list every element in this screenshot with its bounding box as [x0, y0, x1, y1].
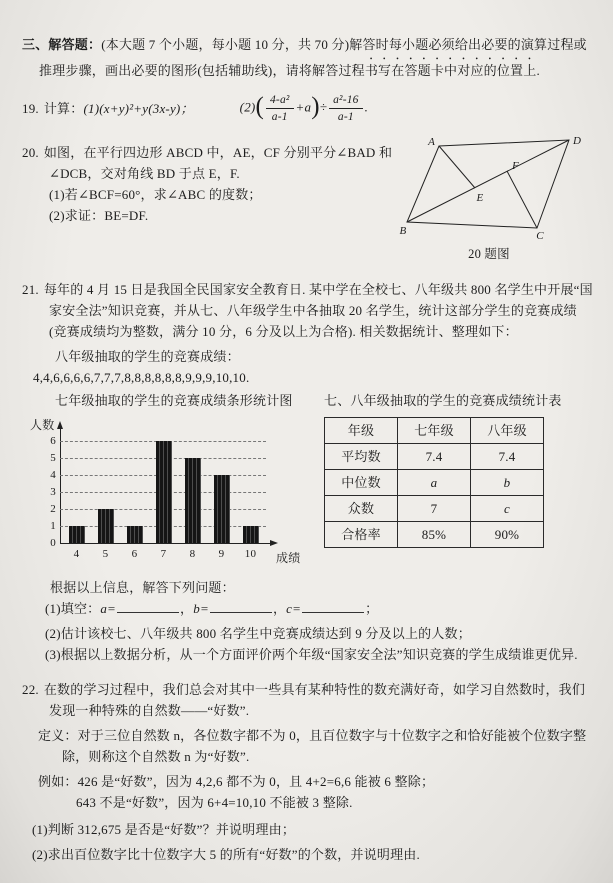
question-19 — [22, 93, 593, 124]
question-21-questions-intro: 根据以上信息，解答下列问题： — [50, 580, 235, 595]
fraction-2-denominator: a-1 — [337, 111, 354, 123]
fill-b-label: b= — [193, 601, 209, 616]
question-20 — [22, 136, 593, 265]
plus-a-term: +a — [295, 99, 312, 115]
fill-sep2: ， — [272, 601, 287, 616]
question-22-body: 在数的学习过程中，我们总会对其中一些具有某种特性的数充满好奇，如学习自然数时，我们发现一种特殊的自然数——“好数”. — [43, 682, 586, 718]
header-grade7: 七年级 — [398, 418, 471, 444]
question-21-number: 21. — [22, 282, 39, 297]
question-20-body: 如图，在平行四边形 ABCD 中，AE，CF 分别平分∠BAD 和∠DCB，交对角线 BD 于点 E，F. — [43, 145, 393, 181]
y-tick-label: 6 — [50, 435, 56, 447]
stats-table-title: 七、八年级抽取的学生的竞赛成绩统计表 — [324, 393, 562, 408]
header-grade8: 八年级 — [471, 418, 544, 444]
bar-chart-title: 七年级抽取的学生的竞赛成绩条形统计图 — [55, 393, 293, 408]
vertex-label-D: D — [572, 136, 581, 147]
question-21-statement — [22, 279, 593, 342]
diagonal-BD — [407, 140, 569, 222]
question-21-item2: (2)估计该校七、八年级共 800 名学生中竞赛成绩达到 9 分及以上的人数； — [45, 626, 471, 641]
median-grade8: b — [471, 470, 544, 496]
y-tick-label: 0 — [50, 537, 56, 549]
grade8-scores-list: 4,4,6,6,6,6,7,7,7,8,8,8,8,8,8,9,9,9,10,10. — [33, 370, 250, 385]
chart-bar — [243, 526, 259, 543]
vertex-label-C: C — [535, 230, 544, 242]
chart-and-table-row — [22, 390, 593, 571]
question-20-statement — [22, 142, 394, 184]
chart-column — [22, 390, 322, 571]
mean-grade8: 7.4 — [471, 444, 544, 470]
table-row — [325, 522, 544, 548]
fill-prefix: (1)填空： — [45, 601, 101, 616]
question-20-text-block — [22, 142, 394, 265]
y-tick-label: 2 — [50, 503, 56, 515]
question-19-part2 — [240, 93, 368, 124]
chart-bar — [214, 475, 230, 543]
vertex-label-A: A — [427, 136, 435, 148]
chart-bar — [156, 441, 172, 543]
x-axis-label: 成绩 — [276, 551, 301, 565]
question-22-item1: (1)判断 312,675 是否是“好数”？并说明理由； — [32, 822, 296, 837]
passrate-grade8: 90% — [471, 522, 544, 548]
median-grade7: a — [398, 470, 471, 496]
point-label-E: E — [476, 192, 483, 204]
fill-c-label: c= — [286, 601, 302, 616]
row-label-mode: 众数 — [325, 496, 398, 522]
x-tick-label: 6 — [131, 548, 138, 560]
x-tick-label: 8 — [189, 548, 196, 560]
fill-sep1: ， — [180, 601, 194, 616]
section-instructions: (本大题 7 个小题，每小题 10 分，共 70 分)解答时每小题必须给出必要的演算过程或推理步骤，画出必要的图形(包括辅助线)，请将解答过程 — [39, 37, 587, 78]
x-axis — [60, 543, 272, 544]
table-header-row — [325, 418, 544, 444]
mode-grade7: 7 — [398, 496, 471, 522]
figure-caption: 20 题图 — [468, 247, 510, 261]
header-grade: 年级 — [325, 418, 398, 444]
question-22-definition: 定义：对于三位自然数 n，各位数字都不为 0，且百位数字与十位数字之和恰好能被个位数字整除，则称这个自然数 n 为“好数”. — [38, 728, 587, 764]
y-tick-label: 4 — [50, 469, 56, 481]
question-19-intro: 计算： — [43, 101, 84, 116]
table-row — [325, 496, 544, 522]
answer-blank-b — [210, 599, 272, 613]
question-20-item2: (2)求证：BE=DF. — [49, 208, 149, 223]
fraction-1 — [266, 93, 294, 124]
question-22-statement — [22, 679, 593, 721]
y-tick-label: 1 — [50, 520, 56, 532]
grade8-scores-label: 八年级抽取的学生的竞赛成绩： — [55, 349, 240, 364]
bar-chart-plot — [30, 419, 302, 571]
table-row — [325, 444, 544, 470]
row-label-passrate: 合格率 — [325, 522, 398, 548]
parallelogram-outline — [407, 140, 569, 228]
question-22-number: 22. — [22, 682, 39, 697]
table-column — [322, 390, 587, 571]
section-header — [22, 34, 593, 81]
question-19-part1: (1)(x+y)²+y(3x-y)； — [83, 101, 194, 116]
question-21 — [22, 279, 593, 665]
chart-bar — [98, 509, 114, 543]
stats-table — [324, 417, 544, 548]
question-21-item1 — [45, 598, 593, 619]
x-tick-label: 7 — [160, 548, 167, 560]
parallelogram-figure — [397, 136, 582, 242]
question-22-example2: 643 不是“好数”，因为 6+4=10,10 不能被 3 整除. — [76, 795, 353, 810]
divide-operator: ÷ — [319, 99, 328, 115]
right-paren: ) — [311, 93, 320, 120]
question-22-example1: 例如：426 是“好数”，因为 4,2,6 都不为 0，且 4+2=6,6 能被 6 整除； — [38, 774, 435, 789]
mode-grade8: c — [471, 496, 544, 522]
question-19-number: 19. — [22, 101, 39, 116]
answer-blank-a — [117, 599, 179, 613]
x-tick-label: 10 — [244, 548, 257, 560]
fraction-2-numerator: a²-16 — [329, 93, 363, 109]
y-axis-arrow-icon — [57, 421, 63, 429]
section-title: 三、解答题： — [22, 37, 102, 52]
question-22 — [22, 679, 593, 865]
y-axis-label: 人数 — [30, 418, 55, 432]
row-label-mean: 平均数 — [325, 444, 398, 470]
question-22-item2: (2)求出百位数字比十位数字大 5 的所有“好数”的个数，并说明理由. — [32, 847, 420, 862]
question-21-body: 每年的 4 月 15 日是我国全民国家安全教育日. 某中学在全校七、八年级共 800 名学生中开展“国家安全法”知识竞赛，并从七、八年级学生中各抽取 20 名学生，统计这部分学生的竞赛成绩(竞赛成绩均为整数，满分 10 分，6 分及以上为合格). 相关数据统计、整理如下： — [43, 282, 593, 339]
x-tick-label: 9 — [218, 548, 225, 560]
question-20-number: 20. — [22, 145, 39, 160]
vertex-label-B: B — [399, 225, 406, 237]
row-label-median: 中位数 — [325, 470, 398, 496]
mean-grade7: 7.4 — [398, 444, 471, 470]
left-paren: ( — [255, 93, 264, 120]
bisector-AE — [439, 146, 475, 188]
x-tick-label: 4 — [73, 548, 80, 560]
question-20-figure — [394, 136, 584, 265]
passrate-grade7: 85% — [398, 522, 471, 548]
fill-end: ； — [365, 601, 379, 616]
chart-bar — [69, 526, 85, 543]
answer-blank-c — [302, 599, 364, 613]
y-tick-label: 5 — [50, 452, 56, 464]
question-20-item1: (1)若∠BCF=60°，求∠ABC 的度数； — [49, 187, 262, 202]
table-row — [325, 470, 544, 496]
part2-label: (2) — [239, 99, 256, 115]
section-instructions-emphasis: 书写在答题卡中对应的位置上. — [364, 63, 540, 78]
fill-a-label: a= — [100, 601, 117, 616]
chart-bar — [185, 458, 201, 543]
fraction-2 — [329, 93, 363, 124]
fraction-1-denominator: a-1 — [271, 111, 288, 123]
fraction-1-numerator: 4-a² — [266, 93, 294, 109]
bisector-CF — [507, 171, 537, 228]
question-21-item3: (3)根据以上数据分析，从一个方面评价两个年级“国家安全法”知识竞赛的学生成绩谁更优异. — [45, 647, 578, 662]
x-axis-arrow-icon — [270, 540, 278, 546]
x-tick-label: 5 — [102, 548, 109, 560]
y-tick-label: 3 — [50, 486, 56, 498]
period: . — [364, 99, 369, 115]
chart-bar — [127, 526, 143, 543]
point-label-F: F — [511, 160, 519, 172]
